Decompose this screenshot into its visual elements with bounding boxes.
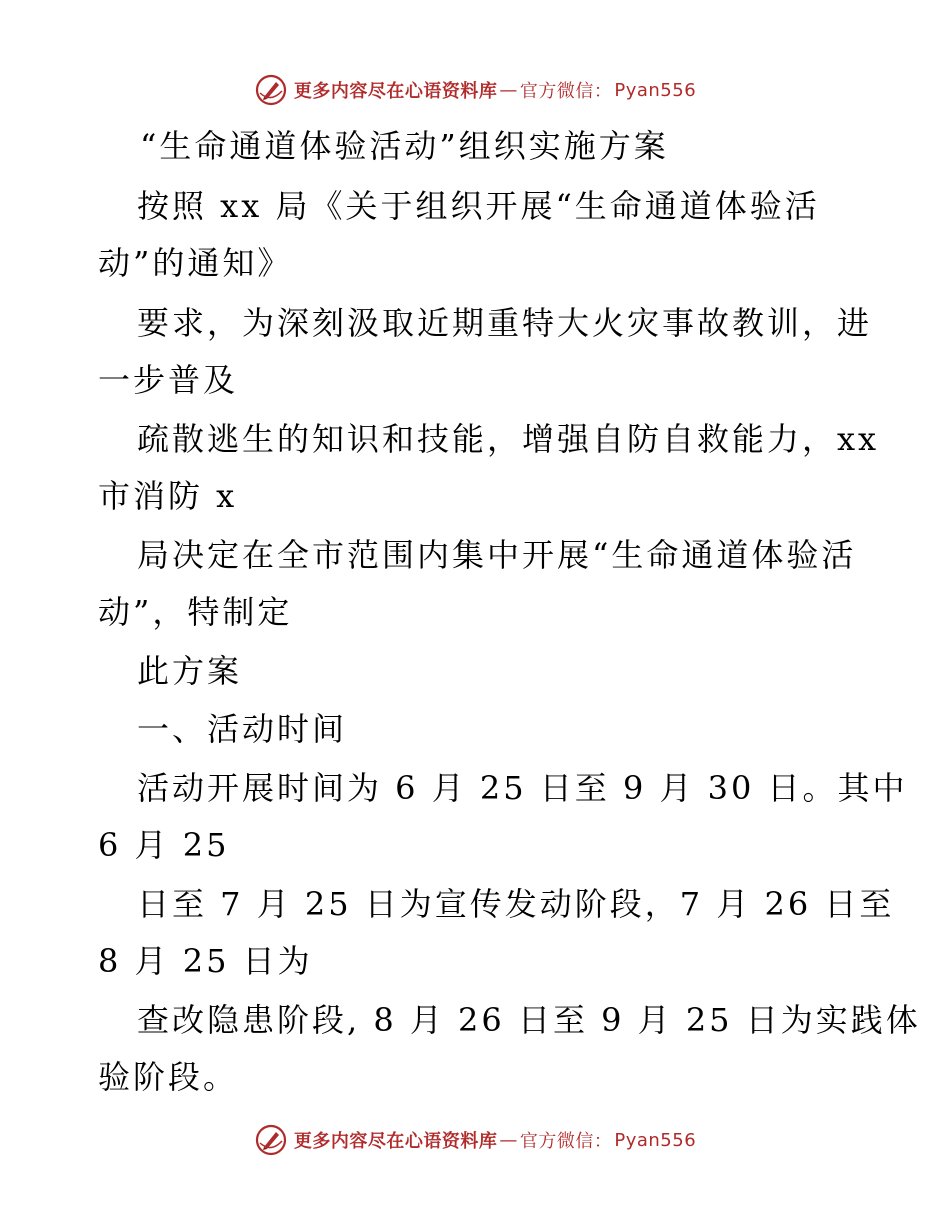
- paragraph-line: 市消防 x: [98, 477, 238, 515]
- feather-pen-logo-icon: [254, 73, 288, 107]
- watermark-text: 更多内容尽在心语资料库: [293, 1131, 498, 1152]
- watermark-text: 更多内容尽在心语资料库: [293, 81, 498, 102]
- header-watermark: [0, 70, 950, 110]
- paragraph-line: 按照 xx 局《关于组织开展“生命通道体验活: [137, 187, 820, 225]
- paragraph-line: 要求，为深刻汲取近期重特大火灾事故教训，进: [137, 304, 873, 342]
- paragraph-line: 8 月 25 日为: [98, 942, 313, 980]
- footer-watermark: [0, 1120, 950, 1160]
- paragraph-line: 局决定在全市范围内集中开展“生命通道体验活: [137, 536, 857, 574]
- feather-pen-logo-icon: [254, 1123, 288, 1157]
- watermark-wechat-label: 官方微信：: [519, 1131, 613, 1152]
- watermark-dash: —: [499, 1129, 518, 1151]
- paragraph-line: 动”，特制定: [98, 593, 293, 631]
- paragraph-line: 一步普及: [98, 361, 239, 399]
- paragraph-line: 6 月 25: [98, 826, 230, 864]
- paragraph-line: 此方案: [137, 652, 243, 690]
- paragraph-line: 疏散逃生的知识和技能，增强自防自救能力，xx: [137, 420, 880, 458]
- section-heading: 一、活动时间: [137, 710, 348, 748]
- watermark-wechat-label: 官方微信：: [519, 81, 613, 102]
- paragraph-line: 查改隐患阶段, 8 月 26 日至 9 月 25 日为实践体: [137, 1001, 921, 1039]
- paragraph-line: 日至 7 月 25 日为宣传发动阶段，7 月 26 日至: [137, 885, 895, 923]
- paragraph-line: 动”的通知》: [98, 244, 293, 282]
- paragraph-line: 验阶段。: [98, 1058, 239, 1096]
- document-title: “生命通道体验活动”组织实施方案: [140, 127, 669, 165]
- watermark-wechat-id: Pyan556: [614, 79, 697, 101]
- watermark-dash: —: [499, 79, 518, 101]
- watermark-wechat-id: Pyan556: [614, 1129, 697, 1151]
- paragraph-line: 活动开展时间为 6 月 25 日至 9 月 30 日。其中: [137, 769, 908, 807]
